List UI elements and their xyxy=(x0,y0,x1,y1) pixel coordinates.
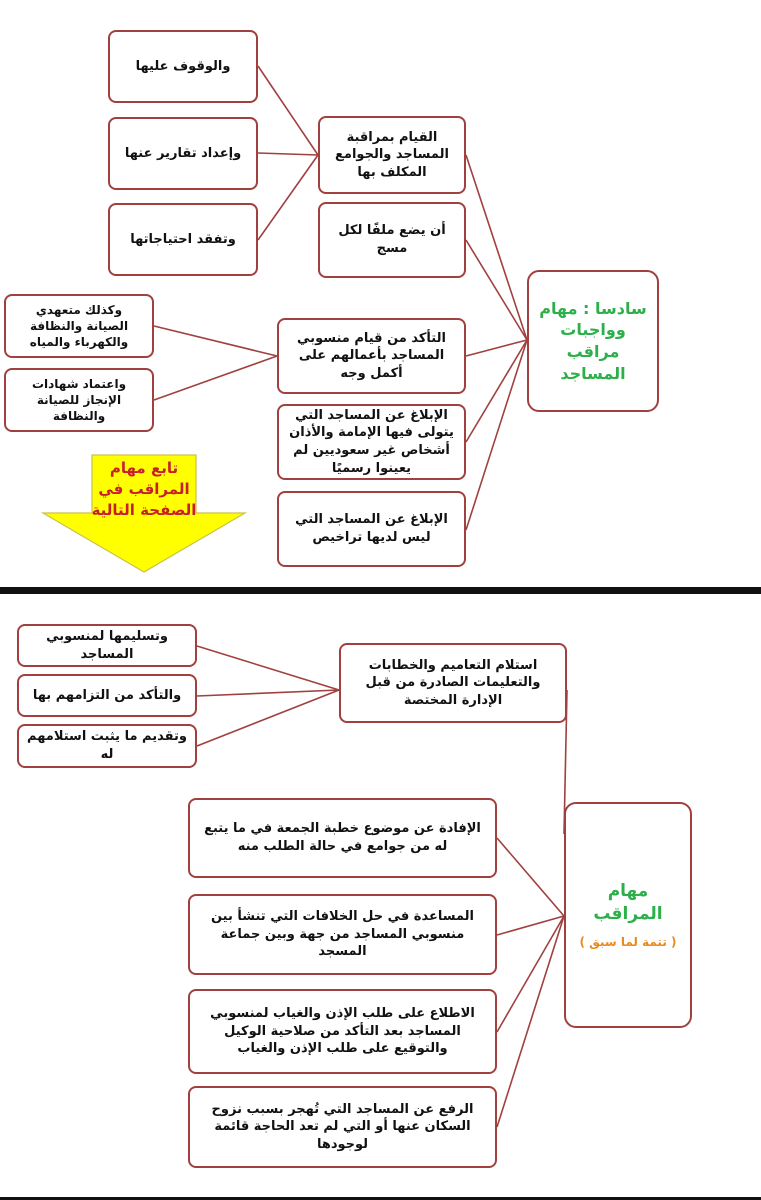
sub-item-b1: وكذلك متعهدي الصيانة والنظافة والكهرباء والمياه xyxy=(4,294,154,358)
connector xyxy=(466,340,527,356)
bottom-panel xyxy=(0,594,761,1197)
duty-item-1: القيام بمراقبة المساجد والجوامع المكلف بها xyxy=(318,116,466,194)
bottom-duty-item-3: الاطلاع على طلب الإذن والغياب لمنسوبي المساجد بعد التأكد من صلاحية الوكيل والتوقيع على طلب الإذن والغياب xyxy=(188,989,497,1074)
duty-item-2: أن يضع ملفًا لكل مسج xyxy=(318,202,466,278)
sub-item-a3: وتفقد احتياجاتها xyxy=(108,203,258,276)
sub-item-a1: والوقوف عليها xyxy=(108,30,258,103)
connector xyxy=(466,240,527,340)
connector xyxy=(258,155,318,240)
duty-item-4: الإبلاغ عن المساجد التي يتولى فيها الإمامة والأذان أشخاص غير سعوديين لم يعينوا رسميًا xyxy=(277,404,466,480)
connector xyxy=(154,356,277,400)
sub-item-a2: وإعداد تقارير عنها xyxy=(108,117,258,190)
bottom-title: مهام المراقب xyxy=(593,880,663,924)
connector xyxy=(497,916,564,1127)
bottom-duty-item-2: المساعدة في حل الخلافات التي تنشأ بين منسوبي المساجد من جهة وبين جماعة المسجد xyxy=(188,894,497,975)
connector xyxy=(466,340,527,442)
section-title: سادسا : مهام وواجبات مراقب المساجد xyxy=(539,298,647,383)
bottom-duty-item-1: الإفادة عن موضوع خطبة الجمعة في ما يتبع له من جوامع في حالة الطلب منه xyxy=(188,798,497,878)
connector xyxy=(497,916,564,1032)
connector xyxy=(466,155,527,340)
connector xyxy=(258,66,318,155)
connector xyxy=(197,690,339,696)
top-panel xyxy=(0,0,761,587)
bottom-top-item: استلام التعاميم والخطابات والتعليمات الصادرة من قبل الإدارة المختصة xyxy=(339,643,567,723)
bottom-subtitle: ( تتمة لما سبق ) xyxy=(579,934,677,949)
continue-note: تابع مهام المراقب في الصفحة التالية xyxy=(91,459,197,519)
connector xyxy=(497,838,564,916)
connector xyxy=(197,690,339,746)
continue-arrow xyxy=(40,452,248,574)
bottom-title-box xyxy=(564,802,692,1028)
connector xyxy=(466,340,527,530)
duty-item-5: الإبلاغ عن المساجد التي ليس لديها تراخيص xyxy=(277,491,466,567)
section-title-box xyxy=(527,270,659,412)
bottom-sub-item-1: وتسليمها لمنسوبي المساجد xyxy=(17,624,197,667)
connector xyxy=(197,646,339,690)
bottom-sub-item-3: وتقديم ما يثبت استلامهم له xyxy=(17,724,197,768)
duty-item-3: التأكد من قيام منسوبي المساجد بأعمالهم على أكمل وجه xyxy=(277,318,466,394)
bottom-sub-item-2: والتأكد من التزامهم بها xyxy=(17,674,197,717)
sub-item-b2: واعتماد شهادات الإنجاز للصيانة والنظافة xyxy=(4,368,154,432)
connector xyxy=(258,153,318,155)
bottom-duty-item-4: الرفع عن المساجد التي تُهجر بسبب نزوح السكان عنها أو التي لم تعد الحاجة قائمة لوجودها xyxy=(188,1086,497,1168)
connector xyxy=(154,326,277,356)
